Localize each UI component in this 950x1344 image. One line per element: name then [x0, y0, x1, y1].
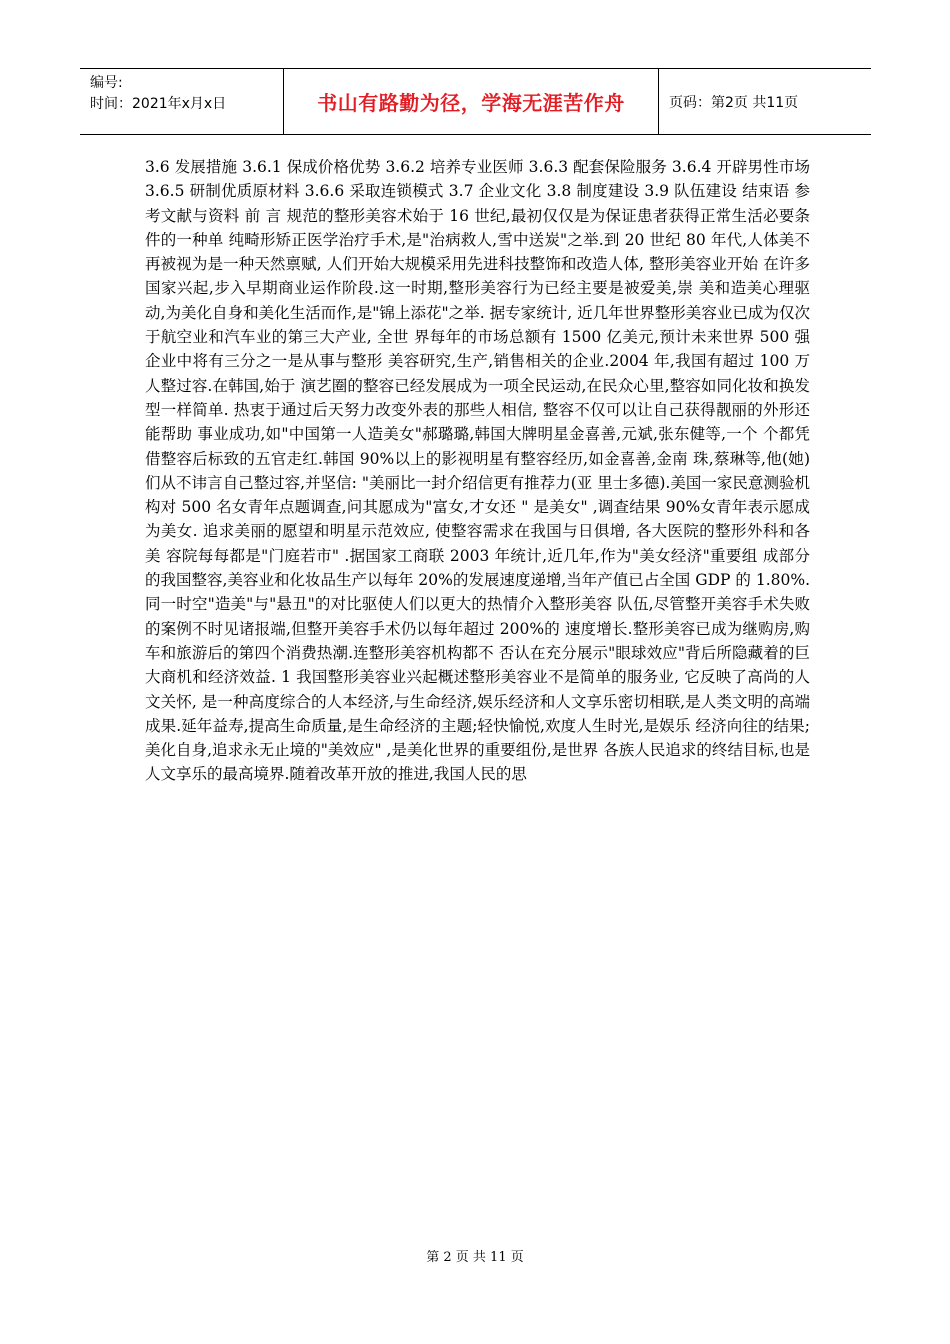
header-page-info-cell: [659, 69, 871, 134]
page-header: [80, 68, 871, 135]
header-meta: [80, 69, 283, 134]
page-footer: 第 2 页 共 11 页: [426, 1250, 524, 1265]
date-label: 时间：2021年x月x日: [90, 96, 227, 112]
serial-label: 编号:: [90, 75, 123, 91]
motto-text: 书山有路勤为径，学海无涯苦作舟: [317, 91, 625, 115]
header-motto-cell: [283, 69, 659, 134]
page-info: 页码：第2页 共11页: [669, 94, 799, 111]
body-paragraph: 3.6 发展措施 3.6.1 保成价格优势 3.6.2 培养专业医师 3.6.3 配套保险服务 3.6.4 开辟男性市场 3.6.5 研制优质原材料 3.6.6 采取连锁模式 3.7 企业文化 3.8 制度建设 3.9 队伍建设 结束语 参考文献与资料 前 言 规范的整形美容术始于 16 世纪,最初仅仅是为保证患者获得正常生活必要条件的一种单 纯畸形矫正医学治疗手术,是"治病救人,雪中送炭"之举.到 20 世纪 80 年代,人体美不 再被视为是一种天然禀赋, 人们开始大规模采用先进科技整饰和改造人体, 整形美容业开始 在许多国家兴起,步入早期商业运作阶段.这一时期,整形美容行为已经主要是被爱美,崇 美和造美心理驱动,为美化自身和美化生活而作,是"锦上添花"之举. 据专家统计, 近几年世界整形美容业已成为仅次于航空业和汽车业的第三大产业, 全世 界每年的市场总额有 1500 亿美元,预计未来世界 500 强企业中将有三分之一是从事与整形 美容研究,生产,销售相关的企业.2004 年,我国有超过 100 万人整过容.在韩国,始于 演艺圈的整容已经发展成为一项全民运动,在民众心里,整容如同化妆和换发型一样简单. 热衷于通过后天努力改变外表的那些人相信, 整容不仅可以让自己获得靓丽的外形还能帮助 事业成功,如"中国第一人造美女"郝璐璐,韩国大牌明星金喜善,元斌,张东健等,一个 个都凭借整容后标致的五官走红.韩国 90%以上的影视明星有整容经历,如金喜善,金南 珠,蔡琳等,他(她)们从不讳言自己整过容,并坚信: "美丽比一封介绍信更有推荐力(亚 里士多德).美国一家民意测验机构对 500 名女青年点题调查,问其愿成为"富女,才女还 " 是美女" ,调查结果 90%女青年表示愿成为美女. 追求美丽的愿望和明星示范效应, 使整容需求在我国与日俱增, 各大医院的整形外科和各美 容院每每都是"门庭若市" .据国家工商联 2003 年统计,近几年,作为"美女经济"重要组 成部分的我国整容,美容业和化妆品生产以每年 20%的发展速度递增,当年产值已占全国 GDP 的 1.80%.同一时空"造美"与"悬丑"的对比驱使人们以更大的热情介入整形美容 队伍,尽管整开美容手术失败的案例不时见诸报端,但整开美容手术仍以每年超过 200%的 速度增长.整形美容已成为继购房,购车和旅游后的第四个消费热潮.连整形美容机构都不 否认在充分展示"眼球效应"背后所隐藏着的巨大商机和经济效益. 1 我国整形美容业兴起概述整形美容业不是简单的服务业, 它反映了高尚的人文关怀, 是一种高度综合的人本经济,与生命经济,娱乐经济和人文享乐密切相联,是人类文明的高端成果.延年益寿,提高生命质量,是生命经济的主题;轻快愉悦,欢度人生时光,是娱乐 经济向往的结果;美化自身,追求永无止境的"美效应" ,是美化世界的重要组份,是世界 各族人民追求的终结目标,也是人文享乐的最高境界.随着改革开放的推进,我国人民的思: [145, 158, 810, 784]
